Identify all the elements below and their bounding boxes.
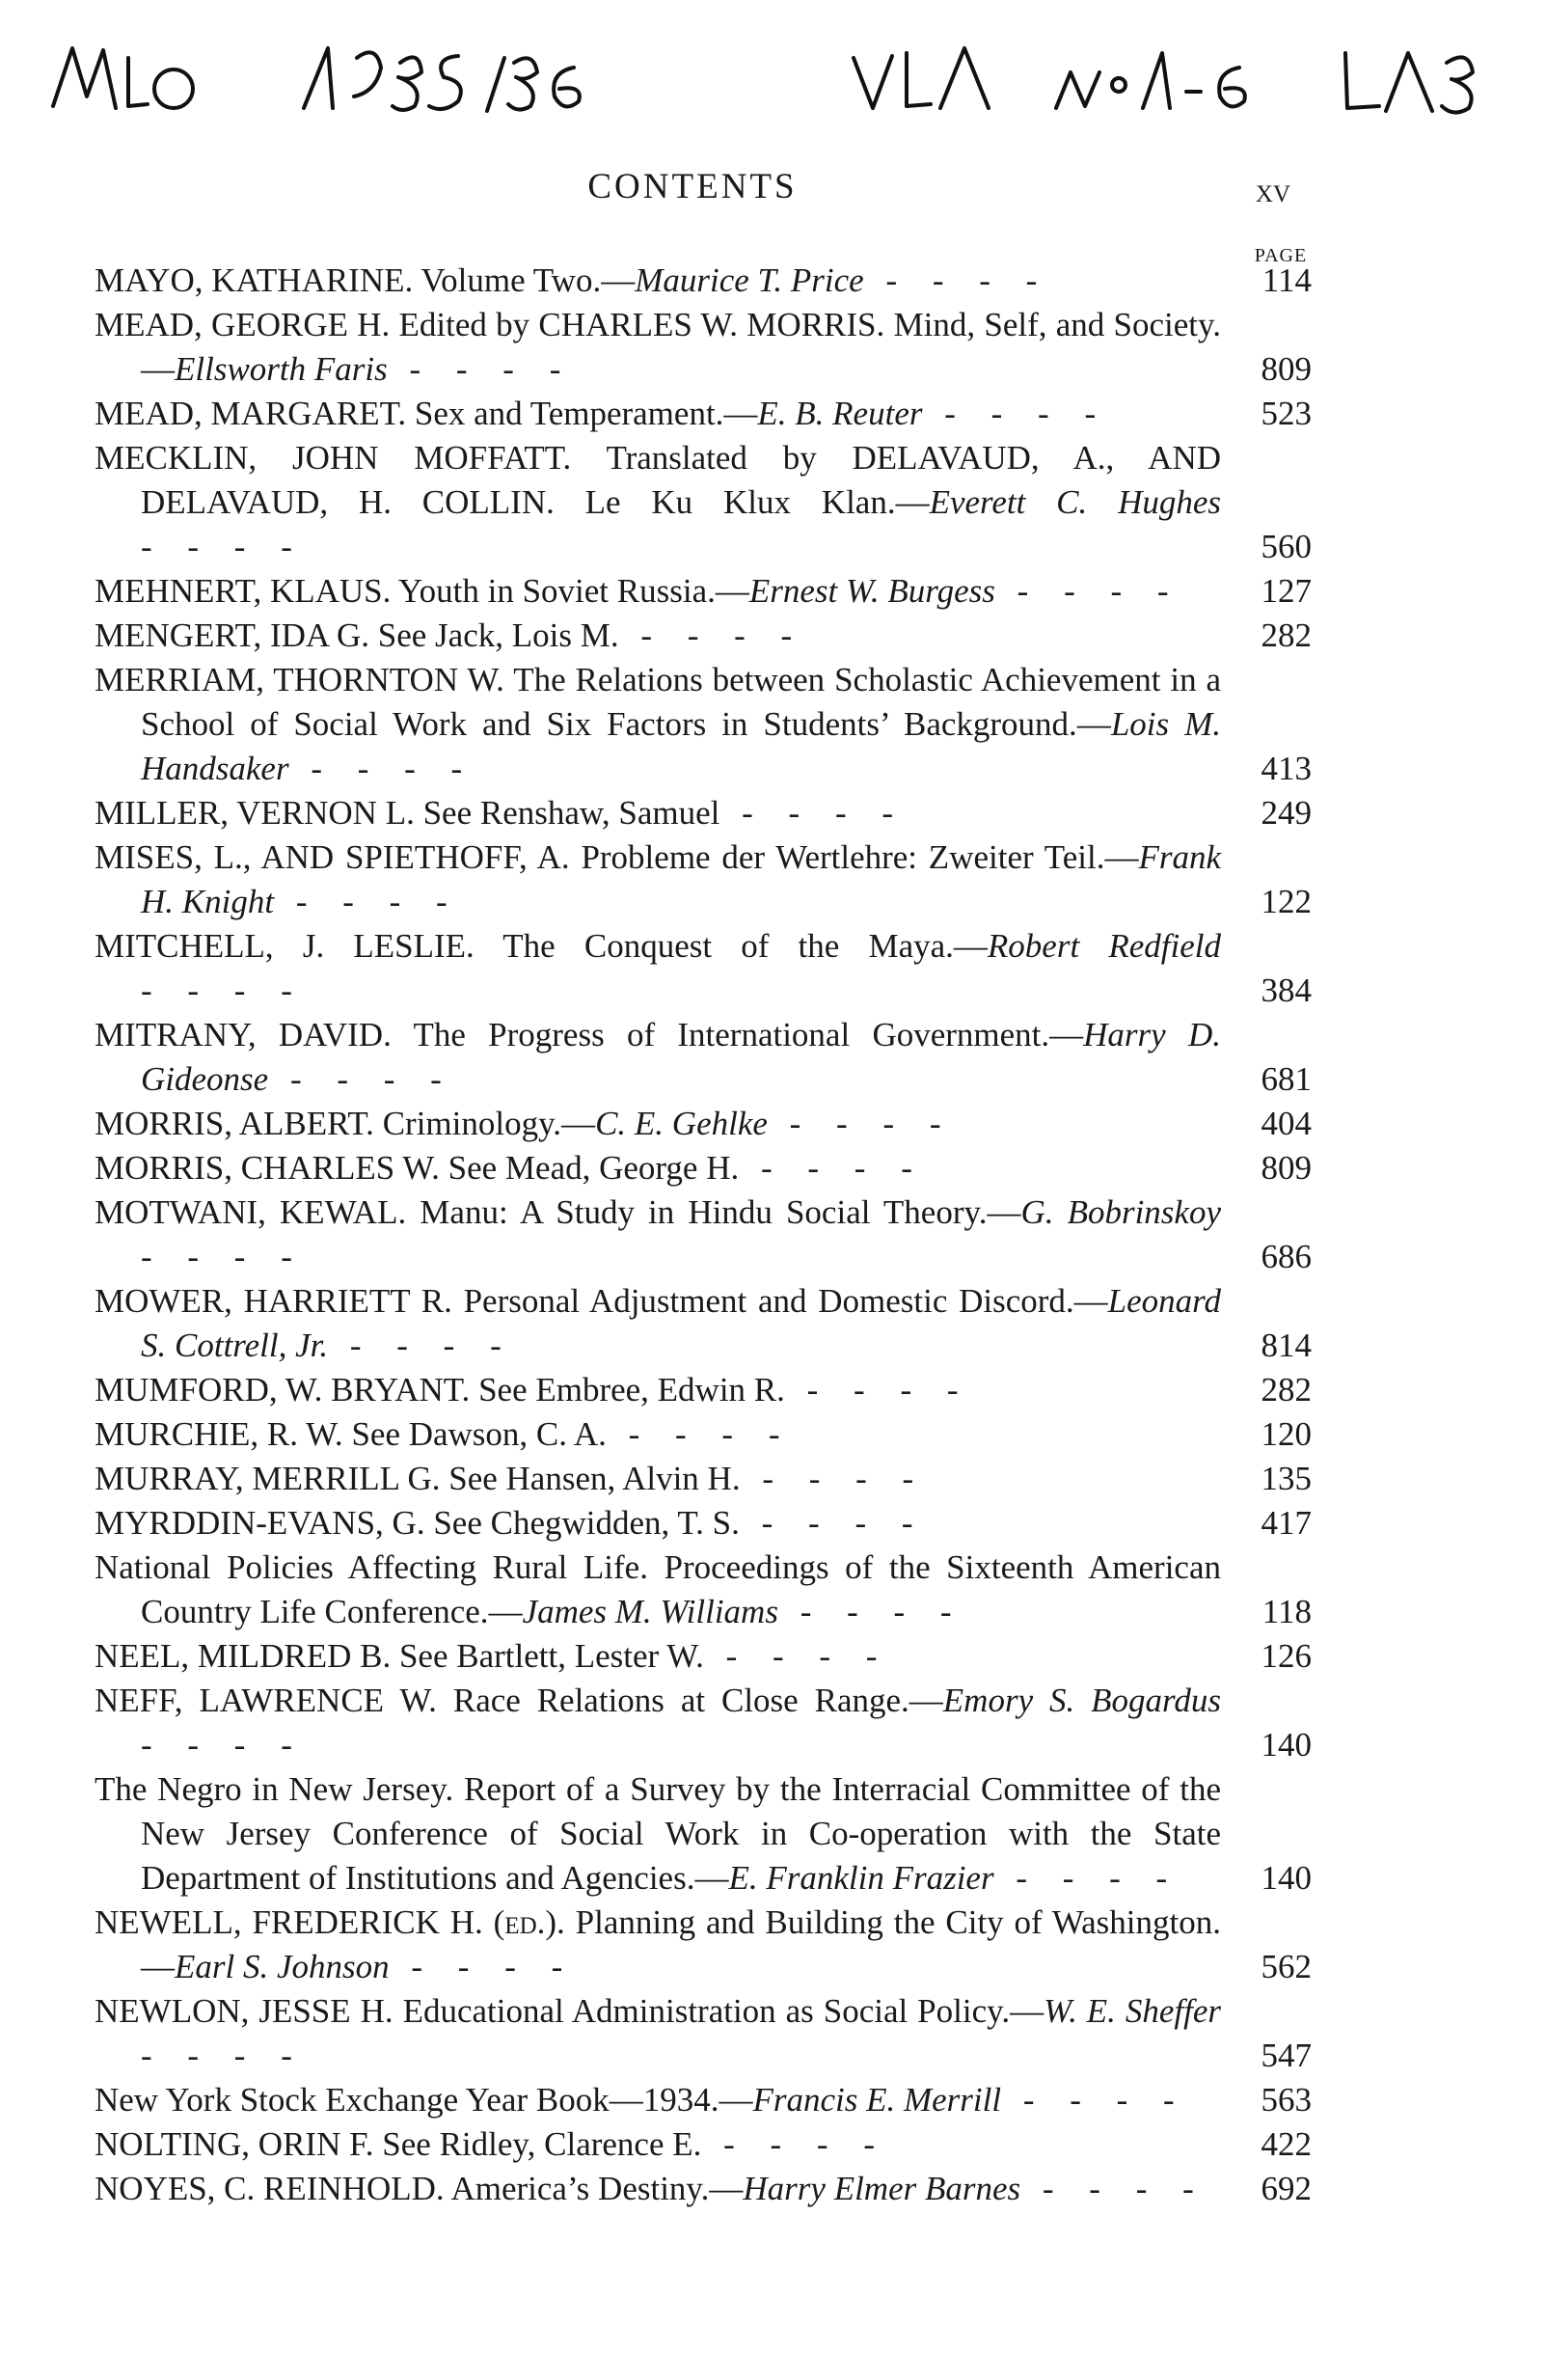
book-title: Volume Two.: [420, 261, 602, 299]
entry-text: MEHNERT, KLAUS. Youth in Soviet Russia.—Ernest W. Burgess - - - -: [95, 572, 1182, 610]
book-title: National Policies Affecting Rural Life. Proceedings of the Sixteenth American Country Life Conference.: [95, 1548, 1221, 1630]
contents-entry: [95, 1457, 1312, 1501]
reviewer-name: Lois M. Handsaker: [141, 705, 1222, 787]
page-number: 135: [1261, 1460, 1312, 1497]
reviewer-name: C. E. Gehlke: [595, 1105, 768, 1142]
page-number: 562: [1261, 1948, 1312, 1985]
author-name: NEFF, LAWRENCE W.: [95, 1682, 437, 1719]
entry-text: [95, 1501, 1221, 1546]
reviewer-name: James M. Williams: [522, 1593, 778, 1630]
page-number: 114: [1261, 261, 1312, 299]
book-title: Personal Adjustment and Domestic Discord.: [463, 1282, 1074, 1320]
entry-text: MISES, L., AND SPIETHOFF, A. Probleme der Wertlehre: Zweiter Teil.—Frank H. Knight - - - -: [95, 838, 1222, 920]
reviewer-name: Earl S. Johnson: [175, 1948, 390, 1985]
page-number: 809: [1261, 1149, 1312, 1187]
author-name: MENGERT, IDA G.: [95, 616, 370, 654]
page-number: 122: [1261, 883, 1312, 920]
leader-dots: - - - -: [141, 1238, 306, 1275]
page-number: 809: [1261, 350, 1312, 388]
reviewer-name: G. Bobrinskoy: [1020, 1193, 1221, 1231]
leader-dots: - - - -: [387, 350, 575, 388]
leader-dots: - - - -: [1020, 2170, 1207, 2207]
entry-text: [95, 1412, 1221, 1457]
book-title: Educational Administration as Social Policy.: [402, 1992, 1011, 2030]
page-number: 126: [1261, 1637, 1312, 1675]
page-number: 814: [1261, 1327, 1312, 1364]
author-name: MUMFORD, W. BRYANT.: [95, 1371, 471, 1409]
contents-entry: [95, 658, 1312, 791]
book-title: See Chegwidden, T. S.: [433, 1504, 740, 1542]
contents-entry: [95, 1013, 1312, 1102]
page-number: 140: [1261, 1859, 1312, 1897]
leader-dots: - - - -: [994, 572, 1182, 610]
leader-dots: - - - -: [274, 883, 461, 920]
page-number: 523: [1261, 395, 1312, 432]
entry-text: [95, 1457, 1221, 1501]
entry-text: NEFF, LAWRENCE W. Race Relations at Close Range.—Emory S. Bogardus - - - -: [95, 1682, 1222, 1764]
book-title: The Negro in New Jersey. Report of a Survey by the Interracial Committee of the New Jersey Conference of Social Work in Co-operation with the State Department of Institutions and Agencies.: [95, 1770, 1221, 1897]
leader-dots: - - - -: [288, 750, 476, 787]
reviewer-name: Leonard S. Cottrell, Jr.: [141, 1282, 1221, 1364]
page-number: 120: [1261, 1415, 1312, 1453]
reviewer-name: E. Franklin Frazier: [728, 1859, 994, 1897]
page-number: 560: [1261, 528, 1312, 565]
page-number: 422: [1261, 2125, 1312, 2163]
author-name: NEWELL, FREDERICK H. (ed.).: [95, 1903, 565, 1941]
book-title: Translated by DELAVAUD, A., AND DELAVAUD, H. COLLIN. Le Ku Klux Klan.: [141, 439, 1221, 521]
leader-dots: - - - -: [863, 261, 1051, 299]
author-name: NOLTING, ORIN F.: [95, 2125, 374, 2163]
entry-text: MOWER, HARRIETT R. Personal Adjustment and Domestic Discord.—Leonard S. Cottrell, Jr. - - - -: [95, 1282, 1221, 1364]
entry-text: MITRANY, DAVID. The Progress of International Government.—Harry D. Gideonse - - - -: [95, 1016, 1221, 1098]
entry-text: NOYES, C. REINHOLD. America’s Destiny.—Harry Elmer Barnes - - - -: [95, 2170, 1207, 2207]
author-name: MYRDDIN-EVANS, G.: [95, 1504, 425, 1542]
reviewer-name: Maurice T. Price: [635, 261, 864, 299]
page-number: 404: [1261, 1105, 1312, 1142]
author-name: MOWER, HARRIETT R.: [95, 1282, 452, 1320]
contents-entry: [95, 2078, 1312, 2122]
author-name: NEWLON, JESSE H.: [95, 1992, 393, 2030]
contents-entry: [95, 2167, 1312, 2211]
leader-dots: - - - -: [606, 1415, 794, 1453]
reviewer-name: Ellsworth Faris: [175, 350, 388, 388]
entry-text: [95, 1146, 1221, 1190]
contents-list: [95, 259, 1312, 2211]
leader-dots: - - - -: [1001, 2081, 1188, 2119]
entry-text: MERRIAM, THORNTON W. The Relations between Scholastic Achievement in a School of Social Work and Six Factors in Students’ Background.—Lois M. Handsaker - - - -: [95, 661, 1222, 787]
author-name: MISES, L., AND SPIETHOFF, A.: [95, 838, 570, 876]
entry-text: [95, 791, 1221, 835]
entry-text: MEAD, GEORGE H. Edited by CHARLES W. MORRIS. Mind, Self, and Society.—Ellsworth Faris - - - -: [95, 306, 1221, 388]
contents-entry: [95, 259, 1312, 303]
author-name: MITRANY, DAVID.: [95, 1016, 392, 1053]
contents-entry: [95, 1146, 1312, 1190]
contents-entry: [95, 1501, 1312, 1546]
author-name: MAYO, KATHARINE.: [95, 261, 414, 299]
leader-dots: - - - -: [141, 528, 306, 565]
book-title: Manu: A Study in Hindu Social Theory.: [420, 1193, 988, 1231]
author-name: MURRAY, MERRILL G.: [95, 1460, 441, 1497]
book-title: Sex and Temperament.: [414, 395, 724, 432]
book-title: See Renshaw, Samuel: [422, 794, 720, 832]
reviewer-name: Harry D. Gideonse: [141, 1016, 1221, 1098]
entry-text: NEWELL, FREDERICK H. (ed.). Planning and Building the City of Washington.—Earl S. Johnson - - - -: [95, 1903, 1221, 1985]
book-title: The Relations between Scholastic Achievement in a School of Social Work and Six Factors in Students’ Background.: [141, 661, 1221, 743]
author-name: MEAD, MARGARET.: [95, 395, 407, 432]
running-header: [95, 162, 1290, 220]
page-number: 140: [1261, 1726, 1312, 1764]
contents-entry: [95, 924, 1312, 1013]
entry-text: MECKLIN, JOHN MOFFATT. Translated by DELAVAUD, A., AND DELAVAUD, H. COLLIN. Le Ku Klux Klan.—Everett C. Hughes - - - -: [95, 439, 1222, 565]
contents-entry: [95, 1368, 1312, 1412]
reviewer-name: Ernest W. Burgess: [748, 572, 995, 610]
author-name: MORRIS, ALBERT.: [95, 1105, 374, 1142]
entry-text: MITCHELL, J. LESLIE. The Conquest of the Maya.—Robert Redfield - - - -: [95, 927, 1221, 1009]
book-title: Criminology.: [382, 1105, 562, 1142]
page-column-label: PAGE: [1254, 245, 1308, 266]
reviewer-name: W. E. Sheffer: [1044, 1992, 1221, 2030]
reviewer-name: E. B. Reuter: [757, 395, 923, 432]
author-name: MEHNERT, KLAUS.: [95, 572, 392, 610]
book-title: The Progress of International Government.: [413, 1016, 1050, 1053]
author-name: NOYES, C. REINHOLD.: [95, 2170, 445, 2207]
leader-dots: - - - -: [993, 1859, 1181, 1897]
book-title: See Ridley, Clarence E.: [382, 2125, 702, 2163]
page-number: 384: [1261, 971, 1312, 1009]
handwritten-call-number: [43, 39, 1509, 145]
leader-dots: - - - -: [719, 794, 908, 832]
leader-dots: - - - -: [389, 1948, 577, 1985]
reviewer-name: Harry Elmer Barnes: [743, 2170, 1021, 2207]
author-name: MERRIAM, THORNTON W.: [95, 661, 504, 698]
book-title: America’s Destiny.: [450, 2170, 710, 2207]
entry-text: MORRIS, ALBERT. Criminology.—C. E. Gehlke - - - -: [95, 1105, 955, 1142]
contents-entry: [95, 1679, 1312, 1767]
page-number: 282: [1261, 616, 1312, 654]
book-title: See Dawson, C. A.: [351, 1415, 607, 1453]
entry-text: The Negro in New Jersey. Report of a Survey by the Interracial Committee of the New Jersey Conference of Social Work in Co-operation with the State Department of Institutions and Agencies.—E. Franklin Frazier - - - -: [95, 1770, 1221, 1897]
leader-dots: - - - -: [328, 1327, 515, 1364]
page-number: 547: [1261, 2037, 1312, 2074]
contents-entry: [95, 1412, 1312, 1457]
author-name: MOTWANI, KEWAL.: [95, 1193, 407, 1231]
leader-dots: - - - -: [740, 1460, 928, 1497]
book-title: Edited by CHARLES W. MORRIS. Mind, Self, and Society.: [398, 306, 1221, 343]
folio-number: xv: [1255, 172, 1290, 209]
leader-dots: - - - -: [922, 395, 1110, 432]
entry-text: MAYO, KATHARINE. Volume Two.—Maurice T. Price - - - -: [95, 261, 1051, 299]
page-number: 686: [1261, 1238, 1312, 1275]
leader-dots: - - - -: [141, 2037, 306, 2074]
book-title: Probleme der Wertlehre: Zweiter Teil.: [581, 838, 1105, 876]
contents-entry: [95, 436, 1312, 569]
contents-entry: [95, 1546, 1312, 1634]
entry-text: NEWLON, JESSE H. Educational Administration as Social Policy.—W. E. Sheffer - - - -: [95, 1992, 1221, 2074]
author-name: MECKLIN, JOHN MOFFATT.: [95, 439, 572, 477]
leader-dots: - - - -: [141, 971, 306, 1009]
author-name: MITCHELL, J. LESLIE.: [95, 927, 475, 965]
contents-entry: [95, 614, 1312, 658]
contents-entry: [95, 1767, 1312, 1901]
page-number: 249: [1261, 794, 1312, 832]
entry-text: New York Stock Exchange Year Book—1934.—Francis E. Merrill - - - -: [95, 2081, 1188, 2119]
entry-text: MEAD, MARGARET. Sex and Temperament.—E. B. Reuter - - - -: [95, 395, 1110, 432]
author-name: MILLER, VERNON L.: [95, 794, 415, 832]
leader-dots: - - - -: [618, 616, 806, 654]
contents-entry: [95, 835, 1312, 924]
page-title: CONTENTS: [587, 167, 798, 206]
book-title: Youth in Soviet Russia.: [397, 572, 716, 610]
leader-dots: - - - -: [767, 1105, 955, 1142]
page-number: 118: [1261, 1593, 1312, 1630]
page-number: 563: [1261, 2081, 1312, 2119]
entry-text: [95, 614, 1221, 658]
page-number: 127: [1261, 572, 1312, 610]
leader-dots: - - - -: [268, 1060, 455, 1098]
page-number: 417: [1261, 1504, 1312, 1542]
book-title: Race Relations at Close Range.: [452, 1682, 909, 1719]
contents-entry: [95, 1901, 1312, 1989]
author-name: MORRIS, CHARLES W.: [95, 1149, 440, 1187]
leader-dots: - - - -: [701, 2125, 888, 2163]
entry-text: [95, 2122, 1221, 2167]
page-number: 692: [1261, 2170, 1312, 2207]
reviewer-name: Frank H. Knight: [141, 838, 1222, 920]
book-title: See Embree, Edwin R.: [478, 1371, 785, 1409]
page-number: 282: [1261, 1371, 1312, 1409]
contents-entry: [95, 392, 1312, 436]
entry-text: [95, 1634, 1221, 1679]
reviewer-name: Everett C. Hughes: [929, 483, 1222, 521]
contents-entry: [95, 2122, 1312, 2167]
reviewer-name: Francis E. Merrill: [752, 2081, 1002, 2119]
author-name: MURCHIE, R. W.: [95, 1415, 343, 1453]
page-number: 413: [1261, 750, 1312, 787]
book-title: See Bartlett, Lester W.: [398, 1637, 704, 1675]
leader-dots: - - - -: [777, 1593, 965, 1630]
author-name: MEAD, GEORGE H.: [95, 306, 391, 343]
book-title: See Hansen, Alvin H.: [448, 1460, 741, 1497]
contents-entry: [95, 791, 1312, 835]
book-title: The Conquest of the Maya.: [502, 927, 954, 965]
reviewer-name: Robert Redfield: [987, 927, 1221, 965]
leader-dots: - - - -: [739, 1149, 926, 1187]
entry-text: MOTWANI, KEWAL. Manu: A Study in Hindu Social Theory.—G. Bobrinskoy - - - -: [95, 1193, 1221, 1275]
contents-entry: [95, 1989, 1312, 2078]
leader-dots: - - - -: [739, 1504, 927, 1542]
contents-entry: [95, 1102, 1312, 1146]
book-title: Planning and Building the City of Washington.: [575, 1903, 1221, 1941]
leader-dots: - - - -: [703, 1637, 891, 1675]
contents-entry: [95, 303, 1312, 392]
book-title: See Mead, George H.: [448, 1149, 740, 1187]
contents-entry: [95, 1279, 1312, 1368]
entry-text: National Policies Affecting Rural Life. Proceedings of the Sixteenth American Country Life Conference.—James M. Williams - - - -: [95, 1548, 1221, 1630]
book-title: New York Stock Exchange Year Book—1934.: [95, 2081, 719, 2119]
leader-dots: - - - -: [141, 1726, 306, 1764]
author-name: NEEL, MILDRED B.: [95, 1637, 392, 1675]
entry-text: [95, 1368, 1221, 1412]
book-title: See Jack, Lois M.: [377, 616, 619, 654]
contents-entry: [95, 1190, 1312, 1279]
leader-dots: - - - -: [784, 1371, 972, 1409]
reviewer-name: Emory S. Bogardus: [942, 1682, 1222, 1719]
contents-entry: [95, 569, 1312, 614]
contents-entry: [95, 1634, 1312, 1679]
page-number: 681: [1261, 1060, 1312, 1098]
